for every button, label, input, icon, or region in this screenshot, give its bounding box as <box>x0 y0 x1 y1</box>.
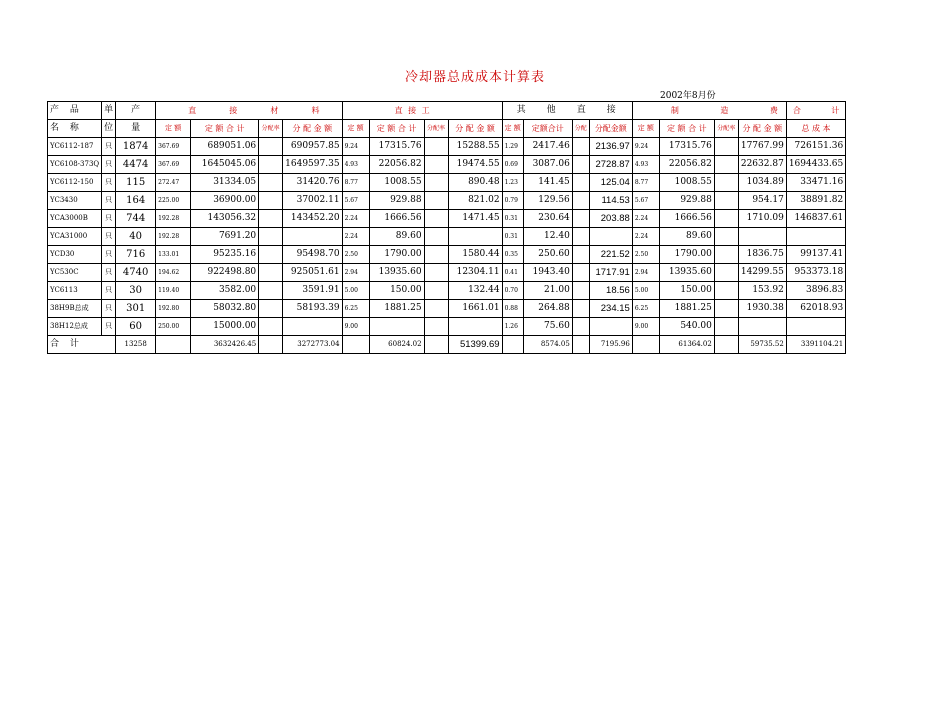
cell-other-quota-total: 230.64 <box>523 210 572 228</box>
cell-mfg-quota-total: 1790.00 <box>659 246 714 264</box>
totals-qty: 13258 <box>116 336 156 354</box>
totals-f-alloc: 59735.52 <box>738 336 786 354</box>
cell-labor-quota-total: 1666.56 <box>369 210 424 228</box>
cell-unit: 只 <box>102 246 116 264</box>
cell-material-quota-total: 3582.00 <box>191 282 259 300</box>
header-o-rate: 分配 <box>572 120 589 138</box>
cell-other-alloc <box>589 318 632 336</box>
cell-labor-alloc: 1471.45 <box>448 210 502 228</box>
header-labor: 直 接 工 <box>342 102 502 120</box>
cell-unit: 只 <box>102 318 116 336</box>
cell-other-quota: 0.88 <box>502 300 523 318</box>
cell-name: YC6112-150 <box>48 174 102 192</box>
cell-qty: 1874 <box>116 138 156 156</box>
header-l-alloc: 分 配 金 额 <box>448 120 502 138</box>
cell-total-cost: 726151.36 <box>786 138 845 156</box>
cell-other-quota-total: 1943.40 <box>523 264 572 282</box>
cell-labor-quota-total: 1790.00 <box>369 246 424 264</box>
cell-other-alloc: 203.88 <box>589 210 632 228</box>
cell-material-quota-total: 36900.00 <box>191 192 259 210</box>
totals-l-total: 60824.02 <box>369 336 424 354</box>
cell-qty: 4474 <box>116 156 156 174</box>
cell-qty: 60 <box>116 318 156 336</box>
cell-other-quota: 0.35 <box>502 246 523 264</box>
cell-mfg-alloc: 22632.87 <box>738 156 786 174</box>
totals-m-total: 3632426.45 <box>191 336 259 354</box>
cell-mfg-quota-total: 1666.56 <box>659 210 714 228</box>
header-m-quota: 定 额 <box>156 120 191 138</box>
cell-labor-rate <box>424 156 448 174</box>
cell-other-rate <box>572 282 589 300</box>
cell-qty: 30 <box>116 282 156 300</box>
totals-l-alloc: 51399.69 <box>448 336 502 354</box>
cell-labor-quota: 9.24 <box>342 138 369 156</box>
header-material: 直 接 材 料 <box>156 102 342 120</box>
report-date: 2002年8月份 <box>660 91 716 101</box>
cell-labor-rate <box>424 228 448 246</box>
header-row-1 <box>48 102 846 120</box>
cell-total-cost: 1694433.65 <box>786 156 845 174</box>
cell-material-alloc: 95498.70 <box>283 246 342 264</box>
cell-total-cost <box>786 228 845 246</box>
cell-mfg-quota: 5.67 <box>632 192 659 210</box>
cell-qty: 115 <box>116 174 156 192</box>
totals-m-alloc: 3272773.04 <box>283 336 342 354</box>
cell-other-alloc <box>589 228 632 246</box>
cell-material-rate <box>259 138 283 156</box>
cell-material-quota: 225.00 <box>156 192 191 210</box>
cell-material-quota-total: 95235.16 <box>191 246 259 264</box>
cell-name: YC3430 <box>48 192 102 210</box>
cell-material-alloc: 925051.61 <box>283 264 342 282</box>
cell-unit: 只 <box>102 174 116 192</box>
cell-labor-rate <box>424 318 448 336</box>
cell-labor-quota-total: 929.88 <box>369 192 424 210</box>
cell-material-quota-total: 15000.00 <box>191 318 259 336</box>
header-m-alloc: 分 配 金 额 <box>283 120 342 138</box>
table-row <box>48 300 846 318</box>
cell-mfg-quota-total: 22056.82 <box>659 156 714 174</box>
cell-other-rate <box>572 174 589 192</box>
cell-unit: 只 <box>102 192 116 210</box>
cell-material-quota: 133.01 <box>156 246 191 264</box>
cell-qty: 40 <box>116 228 156 246</box>
cell-labor-alloc: 12304.11 <box>448 264 502 282</box>
cell-material-alloc: 3591.91 <box>283 282 342 300</box>
cell-total-cost: 3896.83 <box>786 282 845 300</box>
cell-material-quota: 367.69 <box>156 138 191 156</box>
cell-name: 38H12总成 <box>48 318 102 336</box>
cell-labor-alloc: 132.44 <box>448 282 502 300</box>
cell-mfg-quota: 5.00 <box>632 282 659 300</box>
cell-material-quota: 250.00 <box>156 318 191 336</box>
cell-mfg-quota: 9.00 <box>632 318 659 336</box>
cell-material-alloc: 143452.20 <box>283 210 342 228</box>
cell-mfg-alloc: 1710.09 <box>738 210 786 228</box>
cell-labor-alloc: 15288.55 <box>448 138 502 156</box>
cell-mfg-rate <box>714 282 738 300</box>
totals-o-alloc: 7195.96 <box>589 336 632 354</box>
cell-material-quota: 192.80 <box>156 300 191 318</box>
cell-total-cost: 99137.41 <box>786 246 845 264</box>
cell-material-quota-total: 31334.05 <box>191 174 259 192</box>
cell-material-rate <box>259 156 283 174</box>
cell-material-quota-total: 7691.20 <box>191 228 259 246</box>
table-row <box>48 246 846 264</box>
cell-mfg-quota: 2.94 <box>632 264 659 282</box>
cell-other-quota-total: 129.56 <box>523 192 572 210</box>
cell-material-quota: 119.40 <box>156 282 191 300</box>
header-row-2 <box>48 120 846 138</box>
header-o-quota-total: 定额合计 <box>523 120 572 138</box>
header-manufacturing: 制 造 费 <box>632 102 786 120</box>
cell-labor-quota: 6.25 <box>342 300 369 318</box>
cell-mfg-rate <box>714 264 738 282</box>
cell-labor-quota: 5.00 <box>342 282 369 300</box>
totals-o-total: 8574.05 <box>523 336 572 354</box>
cell-labor-alloc: 19474.55 <box>448 156 502 174</box>
cell-other-rate <box>572 156 589 174</box>
cell-mfg-quota: 2.24 <box>632 210 659 228</box>
cell-mfg-rate <box>714 210 738 228</box>
cell-other-quota-total: 21.00 <box>523 282 572 300</box>
cell-mfg-quota-total: 150.00 <box>659 282 714 300</box>
cell-other-quota: 1.26 <box>502 318 523 336</box>
cell-unit: 只 <box>102 210 116 228</box>
cell-labor-alloc <box>448 228 502 246</box>
cell-mfg-quota: 6.25 <box>632 300 659 318</box>
cell-other-alloc: 2728.87 <box>589 156 632 174</box>
header-qty: 产 <box>116 102 156 120</box>
header-f-quota-total: 定 额 合 计 <box>659 120 714 138</box>
cell-other-rate <box>572 228 589 246</box>
cell-labor-quota-total: 1881.25 <box>369 300 424 318</box>
cell-total-cost: 953373.18 <box>786 264 845 282</box>
cell-unit: 只 <box>102 282 116 300</box>
cell-labor-rate <box>424 246 448 264</box>
cell-mfg-alloc: 1930.38 <box>738 300 786 318</box>
cell-material-rate <box>259 264 283 282</box>
cell-material-alloc <box>283 318 342 336</box>
header-name: 名 称 <box>48 120 102 138</box>
cell-mfg-rate <box>714 228 738 246</box>
totals-total-cost: 3391104.21 <box>786 336 845 354</box>
header-m-rate: 分配率 <box>259 120 283 138</box>
cell-labor-quota-total: 13935.60 <box>369 264 424 282</box>
cell-other-quota: 0.41 <box>502 264 523 282</box>
cell-mfg-rate <box>714 318 738 336</box>
cell-mfg-quota-total: 540.00 <box>659 318 714 336</box>
totals-f-total: 61364.02 <box>659 336 714 354</box>
cell-labor-quota-total: 89.60 <box>369 228 424 246</box>
cell-other-quota-total: 2417.46 <box>523 138 572 156</box>
cell-mfg-rate <box>714 174 738 192</box>
cell-other-quota-total: 75.60 <box>523 318 572 336</box>
cell-mfg-quota-total: 17315.76 <box>659 138 714 156</box>
cell-labor-quota-total: 150.00 <box>369 282 424 300</box>
cell-total-cost: 62018.93 <box>786 300 845 318</box>
table-row <box>48 156 846 174</box>
cell-material-rate <box>259 282 283 300</box>
cell-labor-alloc: 1661.01 <box>448 300 502 318</box>
cell-labor-quota: 9.00 <box>342 318 369 336</box>
cell-mfg-rate <box>714 192 738 210</box>
table-row <box>48 138 846 156</box>
table-row <box>48 282 846 300</box>
cell-other-quota-total: 141.45 <box>523 174 572 192</box>
cell-other-rate <box>572 264 589 282</box>
cell-qty: 164 <box>116 192 156 210</box>
cell-material-rate <box>259 228 283 246</box>
header-l-quota-total: 定 额 合 计 <box>369 120 424 138</box>
cell-labor-quota: 4.93 <box>342 156 369 174</box>
totals-row <box>48 336 846 354</box>
cell-mfg-rate <box>714 156 738 174</box>
cell-mfg-alloc: 954.17 <box>738 192 786 210</box>
header-o-quota: 定 额 <box>502 120 523 138</box>
sheet-title: 冷却器总成成本计算表 <box>404 70 545 85</box>
table-row <box>48 174 846 192</box>
cell-labor-quota: 2.94 <box>342 264 369 282</box>
cell-total-cost: 38891.82 <box>786 192 845 210</box>
cell-unit: 只 <box>102 228 116 246</box>
header-f-alloc: 分 配 金 额 <box>738 120 786 138</box>
header-total: 合 计 <box>786 102 845 120</box>
table-row <box>48 192 846 210</box>
cell-other-quota-total: 3087.06 <box>523 156 572 174</box>
header-l-rate: 分配率 <box>424 120 448 138</box>
cell-mfg-rate <box>714 138 738 156</box>
cell-other-quota: 1.29 <box>502 138 523 156</box>
cell-other-quota: 0.31 <box>502 210 523 228</box>
cell-other-quota: 1.23 <box>502 174 523 192</box>
cell-name: YC6112-187 <box>48 138 102 156</box>
cell-name: YCA3000B <box>48 210 102 228</box>
header-m-quota-total: 定 额 合 计 <box>191 120 259 138</box>
cell-total-cost <box>786 318 845 336</box>
cell-other-alloc: 221.52 <box>589 246 632 264</box>
cell-material-quota-total: 689051.06 <box>191 138 259 156</box>
cell-labor-alloc <box>448 318 502 336</box>
cell-other-quota-total: 250.60 <box>523 246 572 264</box>
cell-labor-rate <box>424 300 448 318</box>
header-product: 产 品 <box>48 102 102 120</box>
cell-other-alloc: 1717.91 <box>589 264 632 282</box>
cell-labor-quota-total: 1008.55 <box>369 174 424 192</box>
cell-material-quota-total: 143056.32 <box>191 210 259 228</box>
cell-mfg-alloc: 1034.89 <box>738 174 786 192</box>
cell-mfg-alloc <box>738 228 786 246</box>
cell-mfg-quota-total: 1008.55 <box>659 174 714 192</box>
cell-mfg-quota: 9.24 <box>632 138 659 156</box>
cell-material-alloc: 58193.39 <box>283 300 342 318</box>
cell-labor-rate <box>424 174 448 192</box>
cell-mfg-alloc: 17767.99 <box>738 138 786 156</box>
cell-labor-rate <box>424 192 448 210</box>
cell-labor-quota-total: 22056.82 <box>369 156 424 174</box>
cell-labor-quota: 5.67 <box>342 192 369 210</box>
header-unit: 单 <box>102 102 116 120</box>
cell-mfg-quota: 2.24 <box>632 228 659 246</box>
cell-other-rate <box>572 300 589 318</box>
header-unit-2: 位 <box>102 120 116 138</box>
cell-unit: 只 <box>102 264 116 282</box>
totals-label: 合 计 <box>48 336 116 354</box>
cell-labor-alloc: 821.02 <box>448 192 502 210</box>
cell-labor-rate <box>424 138 448 156</box>
cell-mfg-quota-total: 1881.25 <box>659 300 714 318</box>
cell-material-quota-total: 58032.80 <box>191 300 259 318</box>
cell-name: YCA31000 <box>48 228 102 246</box>
cell-labor-quota: 2.50 <box>342 246 369 264</box>
cell-material-alloc: 1649597.35 <box>283 156 342 174</box>
cell-material-quota: 194.62 <box>156 264 191 282</box>
cell-qty: 301 <box>116 300 156 318</box>
cell-other-quota: 0.69 <box>502 156 523 174</box>
cell-other-quota: 0.79 <box>502 192 523 210</box>
table-row <box>48 264 846 282</box>
cell-other-rate <box>572 318 589 336</box>
cell-labor-quota: 2.24 <box>342 228 369 246</box>
cell-material-rate <box>259 174 283 192</box>
header-f-rate: 分配率 <box>714 120 738 138</box>
header-f-quota: 定 额 <box>632 120 659 138</box>
cell-qty: 716 <box>116 246 156 264</box>
cell-mfg-alloc <box>738 318 786 336</box>
cell-material-alloc: 690957.85 <box>283 138 342 156</box>
cell-unit: 只 <box>102 138 116 156</box>
cell-material-alloc: 37002.11 <box>283 192 342 210</box>
table-row <box>48 210 846 228</box>
cell-mfg-quota-total: 13935.60 <box>659 264 714 282</box>
table-row <box>48 318 846 336</box>
cell-other-rate <box>572 210 589 228</box>
cell-material-rate <box>259 300 283 318</box>
cell-name: YCD30 <box>48 246 102 264</box>
cell-labor-quota: 2.24 <box>342 210 369 228</box>
header-o-alloc: 分配金额 <box>589 120 632 138</box>
cell-mfg-rate <box>714 246 738 264</box>
header-total-cost: 总 成 本 <box>786 120 845 138</box>
cell-other-rate <box>572 246 589 264</box>
cell-material-rate <box>259 210 283 228</box>
cell-material-quota: 367.69 <box>156 156 191 174</box>
cell-other-quota: 0.31 <box>502 228 523 246</box>
cell-total-cost: 146837.61 <box>786 210 845 228</box>
cell-labor-rate <box>424 210 448 228</box>
cell-mfg-quota: 4.93 <box>632 156 659 174</box>
cell-material-rate <box>259 192 283 210</box>
cell-material-alloc: 31420.76 <box>283 174 342 192</box>
cell-other-alloc: 234.15 <box>589 300 632 318</box>
cell-mfg-alloc: 14299.55 <box>738 264 786 282</box>
cell-other-alloc: 114.53 <box>589 192 632 210</box>
cell-other-quota: 0.70 <box>502 282 523 300</box>
cell-unit: 只 <box>102 156 116 174</box>
cell-labor-quota-total: 17315.76 <box>369 138 424 156</box>
cell-other-quota-total: 264.88 <box>523 300 572 318</box>
header-qty-2: 量 <box>116 120 156 138</box>
cell-material-quota-total: 922498.80 <box>191 264 259 282</box>
cell-qty: 744 <box>116 210 156 228</box>
cell-other-alloc: 18.56 <box>589 282 632 300</box>
cell-other-alloc: 2136.97 <box>589 138 632 156</box>
cell-other-alloc: 125.04 <box>589 174 632 192</box>
cost-table <box>47 101 846 354</box>
header-other: 其 他 直 接 <box>502 102 632 120</box>
cell-material-quota-total: 1645045.06 <box>191 156 259 174</box>
cell-qty: 4740 <box>116 264 156 282</box>
cell-labor-alloc: 890.48 <box>448 174 502 192</box>
cell-mfg-alloc: 153.92 <box>738 282 786 300</box>
cell-material-quota: 192.28 <box>156 210 191 228</box>
cell-name: YC530C <box>48 264 102 282</box>
cell-mfg-quota: 2.50 <box>632 246 659 264</box>
cell-mfg-alloc: 1836.75 <box>738 246 786 264</box>
cell-mfg-quota: 8.77 <box>632 174 659 192</box>
cell-other-rate <box>572 138 589 156</box>
cell-name: YC6113 <box>48 282 102 300</box>
cell-mfg-quota-total: 89.60 <box>659 228 714 246</box>
cell-other-rate <box>572 192 589 210</box>
cell-name: 38H9B总成 <box>48 300 102 318</box>
cell-labor-rate <box>424 264 448 282</box>
cell-material-quota: 272.47 <box>156 174 191 192</box>
cell-labor-quota: 8.77 <box>342 174 369 192</box>
cell-material-rate <box>259 246 283 264</box>
cell-labor-alloc: 1580.44 <box>448 246 502 264</box>
header-l-quota: 定 额 <box>342 120 369 138</box>
cell-material-alloc <box>283 228 342 246</box>
cell-labor-rate <box>424 282 448 300</box>
cell-unit: 只 <box>102 300 116 318</box>
cell-total-cost: 33471.16 <box>786 174 845 192</box>
cell-material-quota: 192.28 <box>156 228 191 246</box>
cell-mfg-rate <box>714 300 738 318</box>
table-row <box>48 228 846 246</box>
cell-mfg-quota-total: 929.88 <box>659 192 714 210</box>
cell-material-rate <box>259 318 283 336</box>
cell-name: YC6108-373Q <box>48 156 102 174</box>
cell-labor-quota-total <box>369 318 424 336</box>
cell-other-quota-total: 12.40 <box>523 228 572 246</box>
